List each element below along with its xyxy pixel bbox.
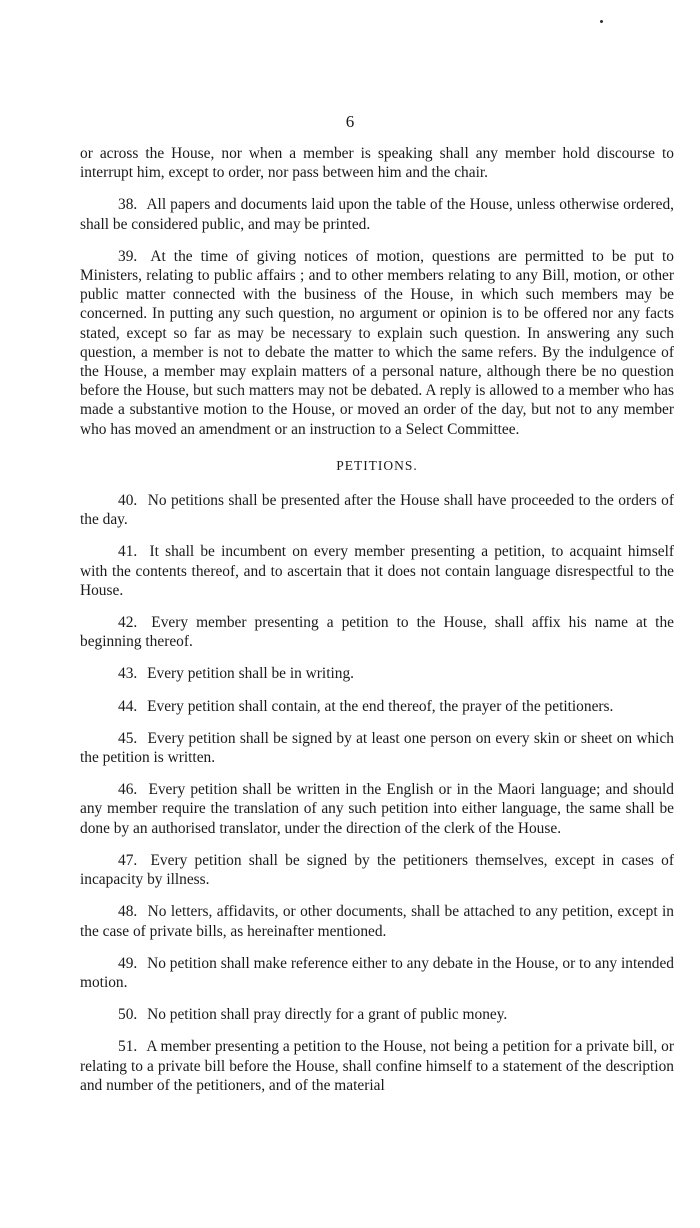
- paragraph-45: [80, 729, 674, 767]
- paragraph-text: All papers and documents laid upon the table of the House, unless otherwise ordered, shall be considered public, and may be printed.: [80, 196, 675, 233]
- paragraph-number: 50.: [118, 1006, 138, 1024]
- paragraph-51: [80, 1037, 674, 1095]
- paragraph-number: 48.: [118, 903, 138, 921]
- page-body: [80, 144, 674, 1108]
- paragraph-48: [80, 902, 674, 940]
- paragraph-46: [80, 780, 674, 838]
- paragraph-number: 44.: [118, 697, 138, 715]
- paragraph-number: 49.: [118, 954, 138, 972]
- paragraph-44: [80, 697, 674, 716]
- paragraph-text: No petitions shall be presented after the House shall have proceeded to the orders of the day.: [80, 492, 674, 529]
- paragraph-number: 42.: [118, 614, 138, 632]
- section-heading: PETITIONS.: [336, 457, 418, 473]
- paragraph-text: Every petition shall be signed by at least one person on every skin or sheet on which the petition is written.: [80, 729, 674, 767]
- paragraph-number: 46.: [118, 781, 138, 799]
- paragraph-text: No petition shall pray directly for a grant of public money.: [147, 1006, 508, 1024]
- paragraph-number: 41.: [118, 543, 138, 561]
- paragraph-text: Every petition shall be signed by the petitioners themselves, except in cases of incapacity by illness.: [80, 851, 674, 889]
- paragraph-40: [80, 491, 674, 529]
- paragraph-number: 43.: [118, 665, 138, 683]
- paragraph-50: [80, 1005, 674, 1024]
- paragraph-number: 51.: [118, 1038, 138, 1056]
- page-number: 6: [345, 112, 355, 131]
- paragraph-49: [80, 954, 674, 992]
- paragraph-text: A member presenting a petition to the House, not being a petition for a private bill, or relating to a private bill before the House, shall confine himself to a statement of the description and number of the petitioners, and of the material: [80, 1038, 675, 1094]
- paragraph-number: 47.: [118, 851, 138, 869]
- paragraph-number: 45.: [118, 729, 138, 747]
- paragraph-text: Every petition shall contain, at the end thereof, the prayer of the petitioners.: [147, 697, 614, 715]
- paragraph-42: [80, 613, 674, 651]
- paragraph-number: 39.: [118, 247, 138, 265]
- paragraph-38: [80, 195, 674, 233]
- paragraph-text: Every petition shall be written in the English or in the Maori language; and should any member require the translation of any such petition into either language, the same shall be done by an authorised translator, under the direction of the clerk of the House.: [80, 781, 674, 837]
- paragraph-number: 40.: [118, 492, 138, 510]
- paragraph-text: No letters, affidavits, or other documents, shall be attached to any petition, except in the case of private bills, as hereinafter mentioned.: [80, 903, 674, 940]
- paragraph-39: [80, 247, 674, 439]
- paragraph-text: No petition shall make reference either to any debate in the House, or to any intended motion.: [80, 954, 674, 991]
- paragraph-47: [80, 851, 674, 889]
- paragraph-text: Every member presenting a petition to the House, shall affix his name at the beginning thereof.: [80, 614, 674, 651]
- paragraph-43: [80, 664, 674, 683]
- paragraph-text: At the time of giving notices of motion, questions are permitted to be put to Ministers, relating to public affairs ; and to other members relating to any Bill, motion, or other public matter connected with the business of the House, in which such members may be concerned. In putting any such question, no argument or opinion is to be offered nor any facts stated, except so far as may be necessary to explain such question. In answering any such question, a member is not to debate the matter to which the same refers. By the indulgence of the House, a member may explain matters of a personal nature, although there be no question before the House, but such matters may not be debated. A reply is allowed to a member who has made a substantive motion to the House, or moved an order of the day, but not to any member who has moved an amendment or an instruction to a Select Committee.: [80, 247, 675, 438]
- paragraph-text: Every petition shall be in writing.: [147, 665, 354, 683]
- paragraph-text: It shall be incumbent on every member presenting a petition, to acquaint himself with the contents thereof, and to ascertain that it does not contain language disrespectful to the House.: [80, 543, 674, 599]
- paragraph-41: [80, 542, 674, 600]
- ink-speck: [600, 20, 603, 23]
- continuation-paragraph: or across the House, nor when a member is speaking shall any member hold discourse to interrupt him, except to order, nor pass between him and the chair.: [80, 145, 674, 182]
- paragraph-number: 38.: [118, 196, 138, 214]
